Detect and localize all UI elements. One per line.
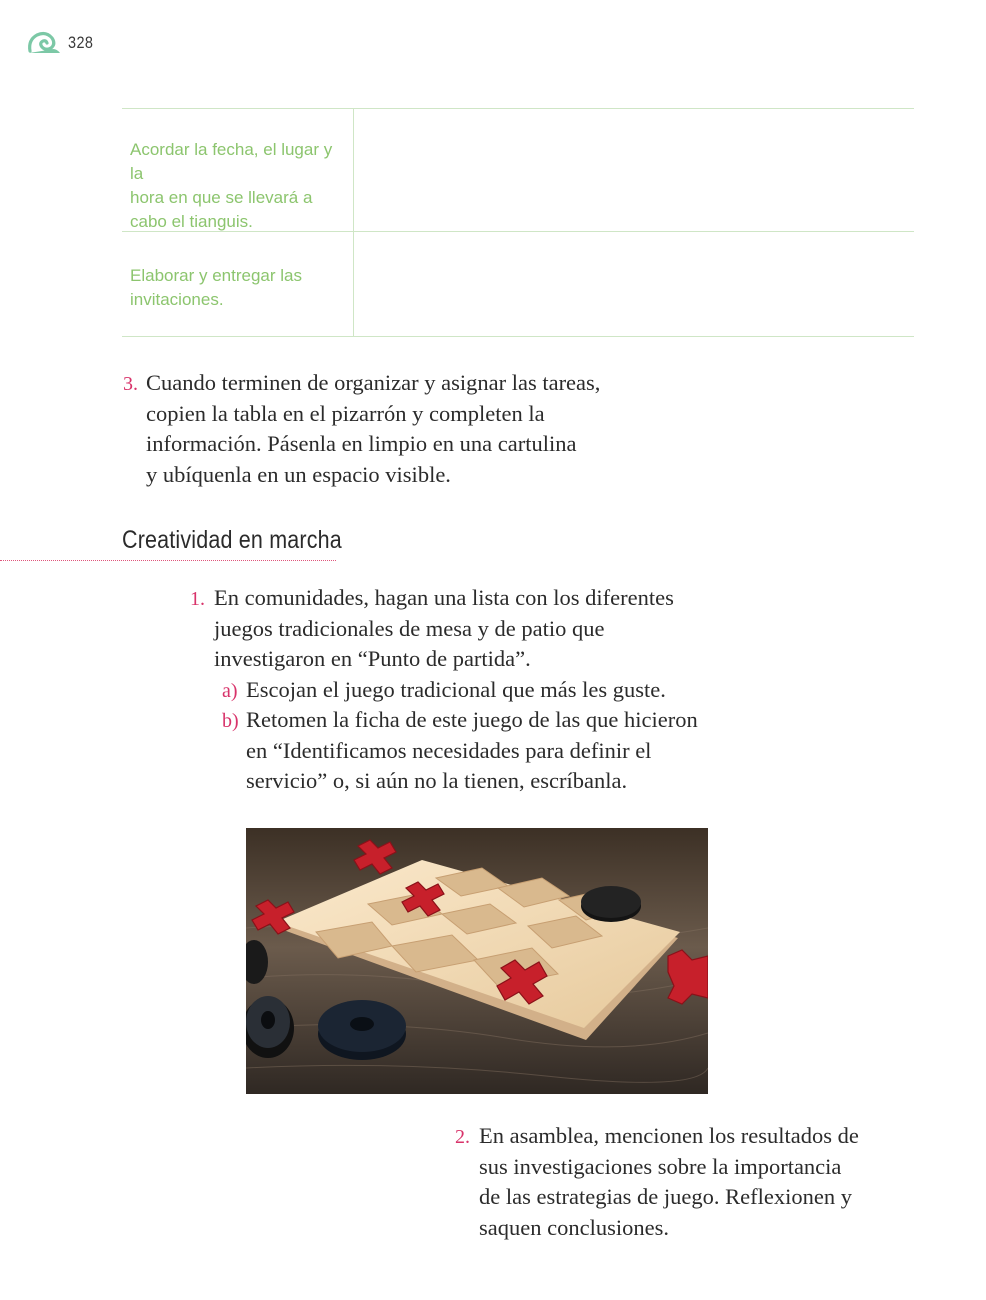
activity-number: 2. — [455, 1126, 470, 1148]
page-header — [26, 28, 98, 58]
blank-answer-cell — [354, 232, 914, 336]
task-cell: Elaborar y entregar las invitaciones. — [122, 232, 354, 336]
table-row — [122, 232, 914, 337]
task-cell: Acordar la fecha, el lugar y la hora en que se llevará a cabo el tianguis. — [122, 109, 354, 231]
subitem-text: Retomen la ficha de este juego de las que hicieron en “Identificamos necesidades para definir el servicio” o, si aún no la tienen, escríbanla. — [246, 707, 698, 794]
step-text: Cuando terminen de organizar y asignar las tareas, copien la tabla en el pizarrón y completen la información. Pásenla en limpio en una cartulina y ubíquenla en un espacio visible. — [146, 370, 601, 487]
section-title: Creatividad en marcha — [122, 526, 342, 554]
table-row — [122, 108, 914, 232]
snail-icon — [26, 28, 62, 58]
blank-answer-cell — [354, 109, 914, 231]
subitem-a — [222, 675, 666, 706]
step-3 — [123, 368, 600, 490]
activity-1 — [190, 583, 674, 675]
subitem-label: b) — [222, 710, 239, 732]
page-number: 328 — [68, 33, 94, 52]
subitem-text: Escojan el juego tradicional que más les guste. — [246, 677, 666, 702]
activity-text: En asamblea, mencionen los resultados de sus investigaciones sobre la importancia de las estrategias de juego. Reflexionen y saquen conclusiones. — [479, 1123, 859, 1240]
step-number: 3. — [123, 373, 138, 395]
activity-text: En comunidades, hagan una lista con los diferentes juegos tradicionales de mesa y de patio que investigaron en “Punto de partida”. — [214, 585, 674, 672]
subitem-label: a) — [222, 680, 238, 702]
subitem-b — [222, 705, 698, 797]
task-table — [122, 108, 914, 337]
activity-number: 1. — [190, 588, 205, 610]
activity-2 — [455, 1121, 859, 1243]
tic-tac-toe-photo — [246, 828, 708, 1094]
section-divider — [0, 560, 336, 561]
